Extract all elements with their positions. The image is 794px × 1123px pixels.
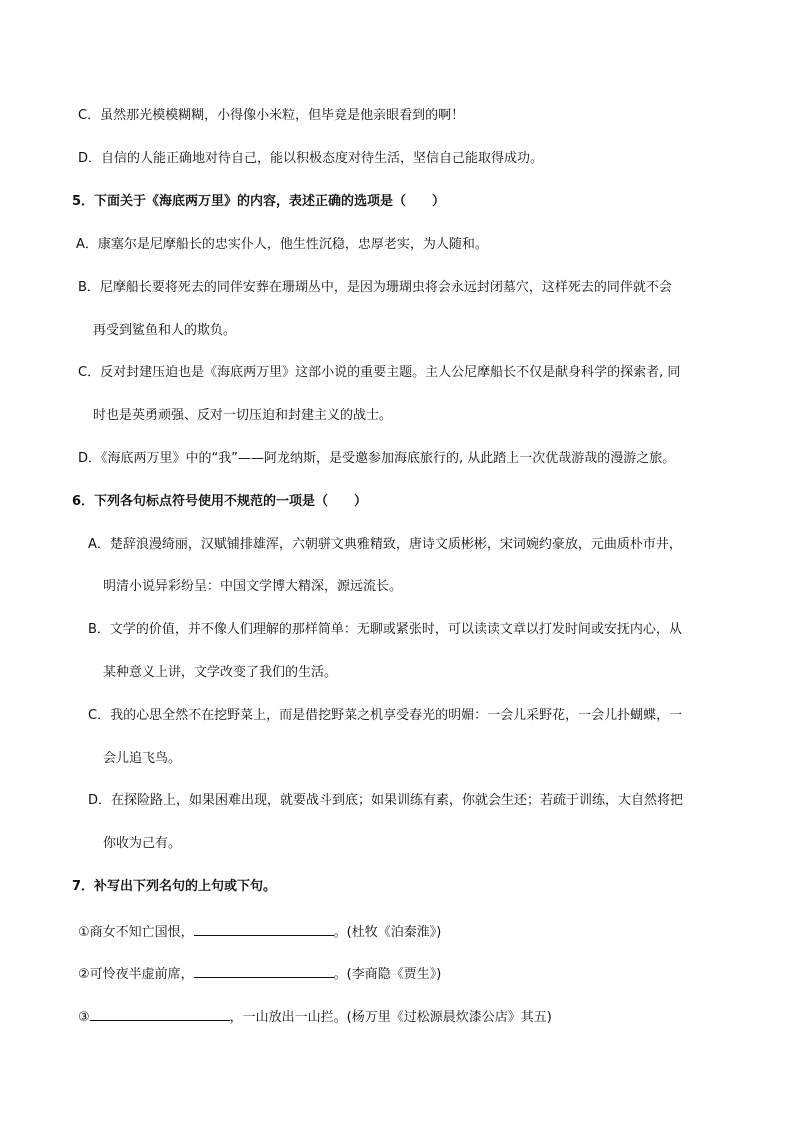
q7-item-3 [78, 1006, 552, 1027]
q6-option-b-line2: 某种意义上讲，文学改变了我们的生活。 [103, 665, 338, 680]
q5-option-c-line1: C．反对封建压迫也是《海底两万里》这部小说的重要主题。主人公尼摩船长不仅是献身科学的探索者, 同 [78, 365, 681, 380]
q7-item-3-prefix: ③ [78, 1010, 90, 1025]
q5-option-c-line2: 时也是英勇顽强、反对一切压迫和封建主义的战士。 [93, 408, 393, 423]
q7-item-2-prefix: ②可怜夜半虚前席， [78, 967, 194, 982]
q6-option-c-line2: 会儿追飞鸟。 [103, 751, 182, 766]
q7-item-2-suffix: 。(李商隐《贾生》) [333, 967, 442, 982]
q7-item-3-answer-blank[interactable] [90, 1006, 230, 1021]
q6-option-c-line1: C．我的心思全然不在挖野菜上，而是借挖野菜之机享受春光的明媚：一会儿采野花，一会儿扑蝴蝶，一 [88, 708, 683, 723]
q5-option-b-line2: 再受到鲨鱼和人的欺负。 [93, 323, 237, 338]
q7-item-2-answer-blank[interactable] [194, 963, 334, 978]
q6-option-d-line1: D．在探险路上，如果困难出现，就要战斗到底；如果训练有素，你就会生还；若疏于训练，大自然将把 [88, 793, 684, 808]
q6-title: 6．下列各句标点符号使用不规范的一项是（ ） [72, 494, 368, 509]
q7-item-1-answer-blank[interactable] [194, 921, 334, 936]
q4-option-c: C．虽然那光模模糊糊，小得像小米粒，但毕竟是他亲眼看到的啊！ [78, 108, 465, 123]
q6-option-a-line1: A．楚辞浪漫绮丽，汉赋铺排雄浑，六朝骈文典雅精致，唐诗文质彬彬，宋词婉约豪放，元曲质朴市井， [88, 537, 682, 552]
q6-option-a-line2: 明清小说异彩纷呈：中国文学博大精深，源远流长。 [103, 579, 403, 594]
q7-item-1-suffix: 。(杜牧《泊秦淮》) [333, 925, 442, 940]
q5-option-d: D．《海底两万里》中的“我”——阿龙纳斯，是受邀参加海底旅行的, 从此踏上一次优哉游哉的漫游之旅。 [78, 451, 676, 466]
q5-option-b-line1: B．尼摩船长要将死去的同伴安葬在珊瑚丛中，是因为珊瑚虫将会永远封闭墓穴，这样死去的同伴就不会 [78, 280, 672, 295]
q5-option-a: A．康塞尔是尼摩船长的忠实仆人，他生性沉稳，忠厚老实，为人随和。 [76, 237, 488, 252]
q5-title: 5．下面关于《海底两万里》的内容，表述正确的选项是（ ） [72, 194, 446, 209]
q7-item-3-suffix: ，一山放出一山拦。(杨万里《过松源晨炊漆公店》其五) [229, 1010, 552, 1025]
q4-option-d: D．自信的人能正确地对待自己，能以积极态度对待生活，坚信自己能取得成功。 [78, 151, 544, 166]
q7-item-1 [78, 921, 441, 942]
q7-item-2 [78, 963, 441, 984]
q6-option-d-line2: 你收为己有。 [103, 836, 182, 851]
q6-option-b-line1: B．文学的价值，并不像人们理解的那样简单：无聊或紧张时，可以读读文章以打发时间或安抚内心，从 [88, 622, 682, 637]
q7-title: 7．补写出下列名句的上句或下句。 [72, 879, 277, 894]
q7-item-1-prefix: ①商女不知亡国恨， [78, 925, 194, 940]
